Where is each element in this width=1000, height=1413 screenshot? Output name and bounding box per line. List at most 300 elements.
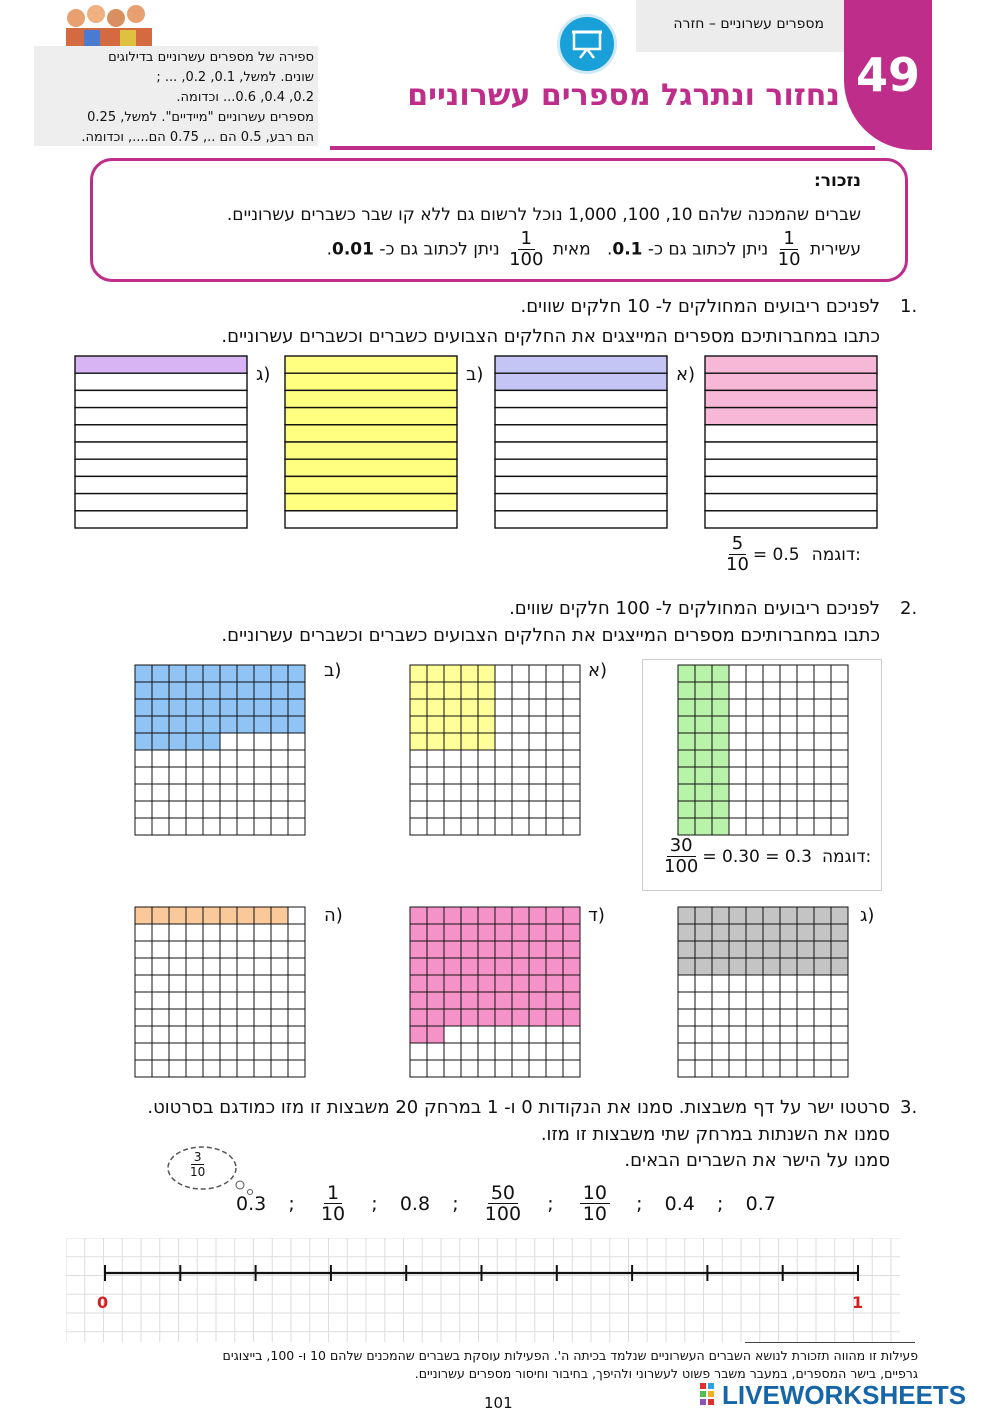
grid-cell [695,1060,712,1077]
grid-cell [797,784,814,801]
grid-cell [135,750,152,767]
grid-cell [186,767,203,784]
grid-cell [695,924,712,941]
grid-cell [237,907,254,924]
numerator: 1 [518,229,535,250]
grid-cell [729,784,746,801]
grid-cell [563,801,580,818]
grid-cell [712,784,729,801]
grid-cell [529,975,546,992]
grid-cell [461,716,478,733]
strip-row [705,442,877,459]
q1-line1: לפניכם ריבועים המחולקים ל- 10 חלקים שווים. [520,296,880,317]
grid-cell [271,992,288,1009]
strip-grid-bet [285,356,457,528]
grid-cell [729,941,746,958]
grid-cell [797,665,814,682]
grid-cell [410,924,427,941]
grid-cell [444,733,461,750]
grid-cell [444,907,461,924]
grid-cell [563,1009,580,1026]
liveworksheets-brand[interactable] [700,1380,966,1411]
grid-cell [478,924,495,941]
grid-cell [763,733,780,750]
strip-row [75,373,247,390]
grid-cell [563,975,580,992]
grid-cell [763,924,780,941]
grid-cell [695,1043,712,1060]
grid-cell [512,716,529,733]
grid-cell [546,1026,563,1043]
grid-cell [169,784,186,801]
grid-cell [254,699,271,716]
grid-cell [563,941,580,958]
example-label: דוגמה: [821,846,872,867]
grid-cell [288,767,305,784]
grid-cell [797,1060,814,1077]
grid-cell [563,907,580,924]
grid-cell [478,941,495,958]
grid-cell [729,1060,746,1077]
value-decimal: 0.8 [399,1192,431,1215]
grid-cell [678,818,695,835]
grid-cell [186,941,203,958]
grid-cell [237,924,254,941]
grid-cell [461,975,478,992]
grid-cell [678,1060,695,1077]
grid-cell [237,733,254,750]
hundredth-word: מאית [552,239,591,260]
value-decimal: 0.7 [745,1192,776,1215]
grid-cell [695,733,712,750]
grid-cell [203,1060,220,1077]
grid-cell [831,975,848,992]
grid-cell [288,699,305,716]
grid-cell [135,1009,152,1026]
grid-cell [203,665,220,682]
grid-cell [712,1060,729,1077]
strip-row [75,476,247,493]
strip-row [495,373,667,390]
grid-cell [444,665,461,682]
grid-cell [729,1009,746,1026]
grid-cell [220,907,237,924]
grid-cell [495,941,512,958]
grid-cell [220,801,237,818]
grid-cell [461,699,478,716]
grid-cell [814,716,831,733]
grid-cell [546,750,563,767]
grid-cell [478,1026,495,1043]
denominator: 10 [777,249,801,270]
grid-cell [444,1060,461,1077]
grid-cell [152,1009,169,1026]
grid-cell [495,1009,512,1026]
grid-cell [220,699,237,716]
remember-text: ניתן לכתוב גם כ- [379,239,500,260]
grid-cell [814,665,831,682]
grid-cell [271,1043,288,1060]
numerator: 50 [488,1183,518,1204]
denominator: 10 [726,554,749,575]
grid-cell [729,750,746,767]
q1-example [722,534,861,575]
grid-cell [495,924,512,941]
grid-cell [254,665,271,682]
grid-cell [427,992,444,1009]
grid-cell [203,975,220,992]
grid-cell [186,750,203,767]
grid-cell [763,665,780,682]
grid-cell [729,801,746,818]
grid-cell [695,699,712,716]
grid-cell [427,801,444,818]
grid-cell [186,907,203,924]
grid-cell [271,1060,288,1077]
grid-cell [780,750,797,767]
q2-label-dalet: ד) [588,905,605,926]
grid-cell [529,784,546,801]
grid-cell [814,924,831,941]
grid-cell [814,750,831,767]
grid-cell [237,1060,254,1077]
presentation-icon[interactable] [557,14,617,74]
grid-cell [478,1043,495,1060]
grid-cell [712,1026,729,1043]
grid-cell [254,907,271,924]
grid-cell [478,958,495,975]
grid-cell [254,801,271,818]
grid-cell [712,907,729,924]
grid-cell [512,767,529,784]
grid-cell [135,767,152,784]
strip-row [495,476,667,493]
topic-label: מספרים עשרוניים – חזרה [673,16,824,32]
grid-cell [529,750,546,767]
grid-cell [746,733,763,750]
grid-cell [427,1060,444,1077]
grid-cell [237,975,254,992]
grid-cell [410,699,427,716]
grid-cell [712,733,729,750]
q2-label-alef: א) [588,660,608,681]
grid-cell [780,733,797,750]
grid-cell [546,665,563,682]
grid-cell [729,818,746,835]
grid-cell [695,907,712,924]
grid-cell [814,784,831,801]
grid-cell [546,818,563,835]
grid-cell [763,958,780,975]
grid-cell [461,992,478,1009]
grid-cell [797,750,814,767]
grid-cell [135,801,152,818]
grid-cell [220,1043,237,1060]
grid-cell [814,992,831,1009]
grid-cell [220,733,237,750]
grid-cell [780,716,797,733]
grid-cell [512,1060,529,1077]
grid-cell [135,1060,152,1077]
page-number: 49 [855,48,920,102]
grid-cell [254,682,271,699]
grid-cell [254,716,271,733]
example-value: = 0.30 = 0.3 [702,846,812,867]
strip-row [285,459,457,476]
grid-cell [461,941,478,958]
grid-cell [444,818,461,835]
grid-cell [797,958,814,975]
grid-cell [220,682,237,699]
grid-cell [763,784,780,801]
grid-cell [746,699,763,716]
grid-cell [797,941,814,958]
grid-cell [529,992,546,1009]
grid-cell [712,818,729,835]
grid-cell [254,767,271,784]
grid-cell [169,1009,186,1026]
grid-cell [169,924,186,941]
grid-cell [220,665,237,682]
grid-cell [546,975,563,992]
grid-cell [186,716,203,733]
grid-cell [746,907,763,924]
strip-row [75,494,247,511]
grid-cell [203,767,220,784]
grid-cell [478,682,495,699]
grid-cell [254,750,271,767]
grid-cell [410,733,427,750]
grid-cell [461,784,478,801]
grid-cell [695,767,712,784]
grid-cell [763,1026,780,1043]
grid-cell [237,699,254,716]
grid-cell [203,784,220,801]
grid-cell [814,699,831,716]
grid-cell [152,699,169,716]
grid-cell [203,801,220,818]
footnote-line2: גרפיים, בישר המספרים, במעבר משבר פשוט לעשרוני ולהיפך, בחיבור וחיסור מספרים עשרוניים. [414,1366,918,1381]
grid-cell [529,1026,546,1043]
grid-cell [135,975,152,992]
grid-cell [410,665,427,682]
strip-row [75,390,247,407]
grid-cell [546,784,563,801]
grid-cell [512,1026,529,1043]
grid-cell [288,941,305,958]
grid-cell [186,682,203,699]
grid-cell [495,665,512,682]
value-fraction [485,1183,521,1224]
grid-cell [427,975,444,992]
grid-cell [695,682,712,699]
grid-cell [831,767,848,784]
numerator: 3 [191,1150,205,1165]
grid-cell [203,818,220,835]
grid-cell [712,801,729,818]
grid-cell [831,924,848,941]
grid-cell [763,716,780,733]
grid-cell [461,924,478,941]
grid-cell [529,818,546,835]
grid-cell [546,1043,563,1060]
grid-cell [746,818,763,835]
remember-line1: שברים שהמכנה שלהם 10, 100, 1,000 נוכל לרשום גם ללא קו שבר כשברים עשרוניים. [226,205,861,225]
grid-cell [427,818,444,835]
grid-cell [780,1026,797,1043]
grid-cell [288,750,305,767]
grid-cell [461,767,478,784]
grid-cell [186,1009,203,1026]
grid-cell [152,941,169,958]
grid-cell [831,784,848,801]
grid-cell [186,699,203,716]
grid-cell [254,733,271,750]
grid-cell [444,784,461,801]
grid-cell [780,1009,797,1026]
grid-cell [135,665,152,682]
grid-cell [186,975,203,992]
grid-cell [410,1026,427,1043]
separator: ; [452,1192,459,1215]
grid-cell [729,716,746,733]
grid-cell [512,924,529,941]
grid-cell [495,907,512,924]
grid-cell [678,958,695,975]
q3-line3: סמנו על הישר את השברים הבאים. [624,1150,890,1171]
grid-cell [203,716,220,733]
grid-cell [512,801,529,818]
strip-row [75,442,247,459]
grid-cell [729,992,746,1009]
strip-row [75,511,247,528]
example-fraction [664,836,698,877]
grid-cell [746,665,763,682]
grid-cell [410,682,427,699]
grid-cell [444,941,461,958]
grid-cell [546,992,563,1009]
grid-cell [712,699,729,716]
grid-cell [135,992,152,1009]
grid-cell [169,1026,186,1043]
separator: ; [371,1192,378,1215]
strip-row [495,356,667,373]
denominator: 10 [582,1203,607,1225]
grid-cell [780,801,797,818]
grid-cell [546,907,563,924]
grid-cell [495,750,512,767]
grid-cell [220,975,237,992]
grid-cell [780,975,797,992]
numerator: 5 [729,534,746,555]
grid-cell [814,818,831,835]
grid-cell [678,801,695,818]
grid-cell [288,784,305,801]
grid-cell [763,1043,780,1060]
grid-cell [831,958,848,975]
grid-cell [546,958,563,975]
grid-cell [478,733,495,750]
grid-cell [271,733,288,750]
grid-cell [427,1026,444,1043]
remember-box [90,158,908,282]
grid-cell [271,924,288,941]
grid-cell [186,924,203,941]
grid-cell [729,699,746,716]
grid-cell [444,975,461,992]
grid-cell [678,992,695,1009]
numerator: 1 [324,1183,342,1204]
grid-cell [797,975,814,992]
grid-cell [461,665,478,682]
grid-cell [814,907,831,924]
grid-cell [186,958,203,975]
remember-line2: עשירית $\frac{1}{10}$ ניתן לכתוב גם כ- 0.1. מאית $\frac{1}{100}$ ניתן לכתוב גם כ- 0.01. [326,228,861,270]
grid-cell [797,924,814,941]
side-note [34,46,318,146]
grid-cell [410,1009,427,1026]
grid-cell [186,992,203,1009]
denominator: 100 [664,856,699,877]
separator: ; [547,1192,554,1215]
grid-cell [220,992,237,1009]
grid-cell [495,733,512,750]
grid-cell [512,992,529,1009]
grid-cell [831,992,848,1009]
strip-row [705,408,877,425]
grid-cell [780,958,797,975]
grid-cell [237,941,254,958]
grid-cell [563,682,580,699]
grid-cell [152,665,169,682]
grid-cell [461,682,478,699]
grid-cell [461,1043,478,1060]
grid-cell [546,716,563,733]
grid-cell [712,1009,729,1026]
grid-cell [237,818,254,835]
hundred-grid-bet [135,665,305,835]
grid-cell [763,818,780,835]
grid-cell [410,716,427,733]
grid-cell [203,733,220,750]
q3-line2: סמנו את השנתות במרחק שתי משבצות זו מזו. [540,1124,890,1145]
grid-cell [237,682,254,699]
hundred-grid-he [135,907,305,1077]
grid-cell [546,733,563,750]
grid-cell [203,907,220,924]
grid-cell [831,733,848,750]
grid-cell [529,1009,546,1026]
grid-cell [695,941,712,958]
decimal-value: 0.01 [331,239,374,260]
grid-cell [152,907,169,924]
grid-cell [478,716,495,733]
grid-cell [746,924,763,941]
decimal-value: 0.1 [612,239,643,260]
grid-cell [814,941,831,958]
grid-cell [271,699,288,716]
side-note-line: ספירה של מספרים עשרוניים בדילוגים [108,50,314,65]
grid-cell [169,992,186,1009]
grid-cell [410,941,427,958]
grid-cell [512,733,529,750]
grid-cell [797,907,814,924]
grid-cell [678,975,695,992]
strip-row [75,356,247,373]
grid-cell [237,958,254,975]
example-value: = 0.5 [752,544,800,565]
grid-cell [427,1009,444,1026]
